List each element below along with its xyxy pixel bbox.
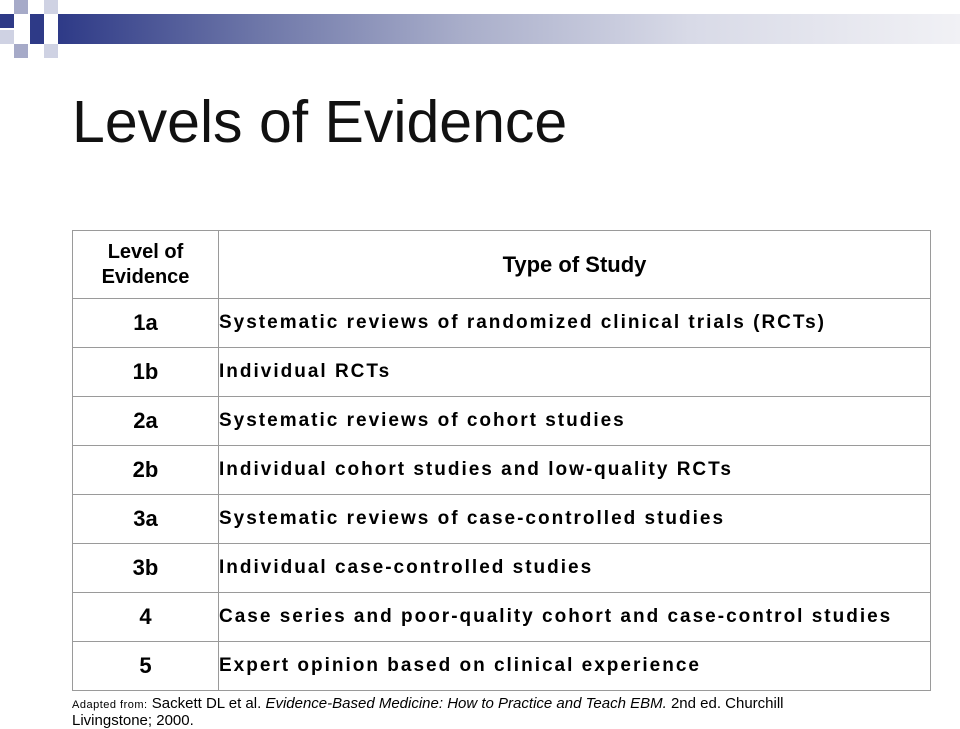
study-type-cell: Individual RCTs [219, 348, 931, 397]
column-header-level: Level of Evidence [73, 231, 219, 299]
evidence-levels-table [72, 230, 931, 691]
level-cell: 3b [73, 544, 219, 593]
study-type-cell: Systematic reviews of randomized clinical trials (RCTs) [219, 299, 931, 348]
decor-square [0, 30, 14, 44]
decor-square [14, 44, 28, 58]
study-type-cell: Individual case-controlled studies [219, 544, 931, 593]
citation-line-2: Livingstone; 2000. [72, 712, 194, 729]
level-cell: 2a [73, 397, 219, 446]
level-cell: 5 [73, 642, 219, 691]
study-type-cell: Systematic reviews of cohort studies [219, 397, 931, 446]
table-row [73, 642, 931, 691]
study-type-cell: Individual cohort studies and low-quality RCTs [219, 446, 931, 495]
decor-square [44, 44, 58, 58]
study-type-cell: Expert opinion based on clinical experience [219, 642, 931, 691]
column-header-study-type: Type of Study [219, 231, 931, 299]
table-row [73, 397, 931, 446]
citation-prefix: Adapted from: [72, 699, 148, 711]
study-type-cell: Case series and poor-quality cohort and case-control studies [219, 593, 931, 642]
level-cell: 4 [73, 593, 219, 642]
decor-square [30, 14, 44, 44]
level-cell: 1a [73, 299, 219, 348]
level-cell: 1b [73, 348, 219, 397]
table-row [73, 544, 931, 593]
decor-square [14, 0, 28, 14]
table-row [73, 299, 931, 348]
citation-edition: 2nd ed. Churchill [670, 695, 784, 712]
citation-authors: Sackett DL et al. [151, 695, 262, 712]
level-cell: 2b [73, 446, 219, 495]
table-row [73, 446, 931, 495]
level-cell: 3a [73, 495, 219, 544]
table-row [73, 348, 931, 397]
header-gradient-bar [58, 14, 960, 44]
table-row [73, 593, 931, 642]
table-header-row [73, 231, 931, 299]
citation-footer [72, 695, 932, 729]
slide-title: Levels of Evidence [72, 89, 568, 155]
study-type-cell: Systematic reviews of case-controlled studies [219, 495, 931, 544]
decor-square [44, 0, 58, 14]
table-row [73, 495, 931, 544]
citation-line-1 [72, 696, 932, 713]
citation-book-title: Evidence-Based Medicine: How to Practice and Teach EBM. [265, 695, 667, 712]
decor-square [0, 14, 14, 28]
